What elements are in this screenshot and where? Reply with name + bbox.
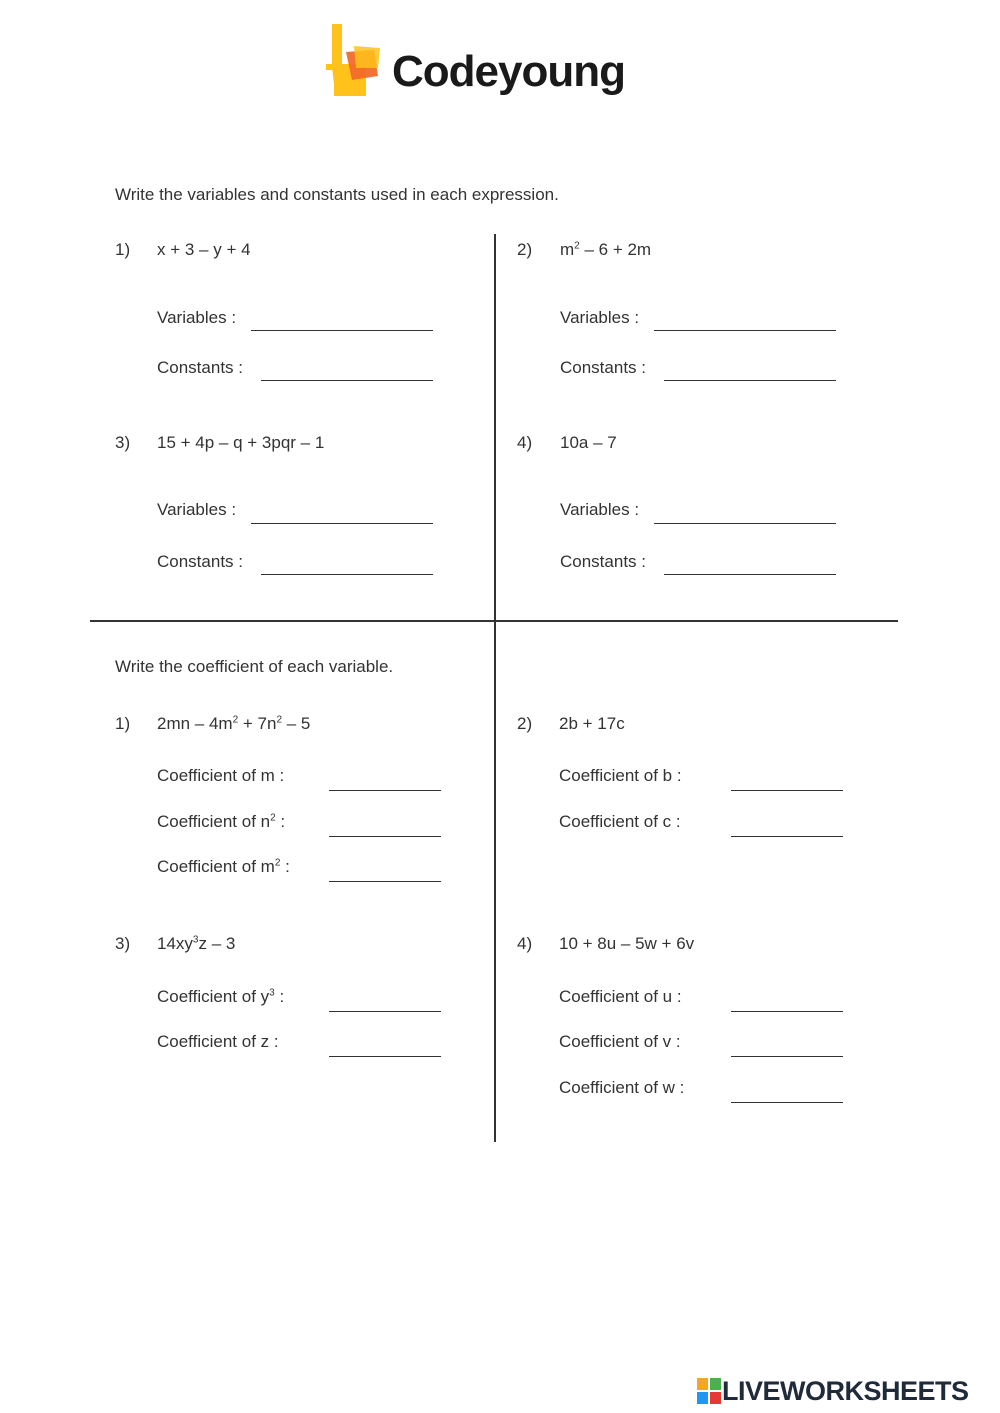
coefficient-label: Coefficient of w :	[559, 1078, 685, 1097]
expression: 10 + 8u – 5w + 6v	[559, 934, 695, 953]
coefficient-label: Coefficient of c :	[559, 812, 681, 831]
horizontal-divider	[90, 620, 898, 622]
coefficient-answer-line[interactable]	[731, 790, 843, 791]
variables-label: Variables :	[560, 500, 640, 519]
constants-label: Constants :	[560, 358, 646, 377]
footer-brand: LIVEWORKSHEETS	[722, 1376, 969, 1406]
expression: 15 + 4p – q + 3pqr – 1	[157, 433, 325, 452]
coefficient-answer-line[interactable]	[731, 1011, 843, 1012]
question-number: 1)	[115, 240, 131, 259]
constants-answer-line[interactable]	[261, 574, 433, 575]
coefficient-label: Coefficient of b :	[559, 766, 682, 785]
coefficient-label: Coefficient of $y^3$ :	[157, 987, 285, 1006]
question-number: 4)	[517, 934, 533, 953]
coefficient-answer-line[interactable]	[329, 1011, 441, 1012]
coefficient-answer-line[interactable]	[731, 1102, 843, 1103]
expression: 10a – 7	[560, 433, 617, 452]
question-number: 2)	[517, 714, 533, 733]
expression: $m^2 - 6 + 2m$	[560, 240, 652, 259]
vertical-divider	[494, 234, 496, 1142]
brand-name: Codeyoung	[392, 47, 625, 96]
coefficient-label: Coefficient of v :	[559, 1032, 681, 1051]
section1-instruction: Write the variables and constants used in each expression.	[115, 185, 559, 204]
expression: $2mn - 4m^2 + 7n^2 - 5$	[157, 714, 311, 733]
coefficient-label: Coefficient of $m^2$ :	[157, 857, 290, 876]
constants-label: Constants :	[157, 552, 243, 571]
variables-answer-line[interactable]	[251, 523, 433, 524]
liveworksheets-logo-icon	[697, 1378, 721, 1404]
question-number: 3)	[115, 433, 131, 452]
constants-label: Constants :	[560, 552, 646, 571]
coefficient-label: Coefficient of m :	[157, 766, 285, 785]
variables-label: Variables :	[157, 500, 237, 519]
variables-answer-line[interactable]	[251, 330, 433, 331]
expression: $14xy^3z - 3$	[157, 934, 236, 953]
coefficient-answer-line[interactable]	[329, 836, 441, 837]
variables-label: Variables :	[157, 308, 237, 327]
coefficient-label: Coefficient of u :	[559, 987, 682, 1006]
question-number: 3)	[115, 934, 131, 953]
variables-answer-line[interactable]	[654, 330, 836, 331]
question-number: 1)	[115, 714, 131, 733]
expression: x + 3 – y + 4	[157, 240, 251, 259]
variables-label: Variables :	[560, 308, 640, 327]
coefficient-answer-line[interactable]	[731, 1056, 843, 1057]
coefficient-answer-line[interactable]	[731, 836, 843, 837]
coefficient-answer-line[interactable]	[329, 1056, 441, 1057]
coefficient-answer-line[interactable]	[329, 790, 441, 791]
coefficient-answer-line[interactable]	[329, 881, 441, 882]
variables-answer-line[interactable]	[654, 523, 836, 524]
expression: 2b + 17c	[559, 714, 625, 733]
section2-instruction: Write the coefficient of each variable.	[115, 657, 394, 676]
constants-answer-line[interactable]	[261, 380, 433, 381]
question-number: 4)	[517, 433, 533, 452]
codeyoung-logo-icon	[326, 24, 382, 96]
question-number: 2)	[517, 240, 533, 259]
constants-answer-line[interactable]	[664, 380, 836, 381]
coefficient-label: Coefficient of $n^2$ :	[157, 812, 286, 831]
constants-label: Constants :	[157, 358, 243, 377]
coefficient-label: Coefficient of z :	[157, 1032, 279, 1051]
constants-answer-line[interactable]	[664, 574, 836, 575]
